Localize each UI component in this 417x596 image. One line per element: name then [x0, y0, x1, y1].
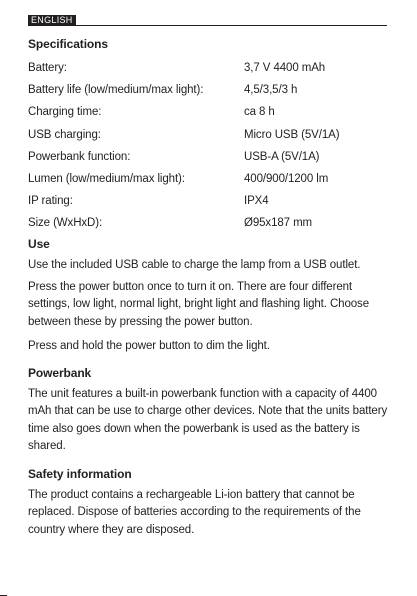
spec-value: 4,5/3,5/3 h [244, 84, 298, 97]
safety-paragraph: The product contains a rechargeable Li-ion battery that cannot be replaced. Dispose of batteries according to the requirements of the country where they are disposed. [28, 489, 361, 536]
manual-page-content [28, 36, 390, 539]
specifications-table [28, 57, 390, 235]
spec-label: Lumen (low/medium/max light): [28, 172, 185, 185]
spec-row [28, 190, 390, 212]
spec-value: 3,7 V 4400 mAh [244, 62, 326, 74]
language-tag: ENGLISH [28, 15, 76, 26]
spec-value: 400/900/1200 lm [244, 172, 329, 185]
safety-heading: Safety information [28, 467, 132, 482]
spec-label: Battery: [28, 62, 67, 74]
spec-row [28, 101, 390, 123]
spec-value: USB-A (5V/1A) [244, 150, 320, 163]
spec-label: Powerbank function: [28, 150, 131, 163]
spec-row [28, 57, 390, 79]
spec-label: USB charging: [28, 128, 101, 141]
use-paragraph-charge: Use the included USB cable to charge the lamp from a USB outlet. [28, 258, 361, 271]
spec-row [28, 146, 390, 168]
spec-value: IPX4 [244, 195, 269, 208]
spec-row [28, 124, 390, 146]
spec-row [28, 79, 390, 101]
spec-label: Charging time: [28, 106, 102, 119]
powerbank-heading: Powerbank [28, 366, 92, 380]
use-paragraph-settings: Press the power button once to turn it on. There are four different settings, low light, normal light, bright light and flashing light. Choose between these by pressing the power button. [28, 280, 369, 328]
use-paragraph-dim: Press and hold the power button to dim the light. [28, 340, 270, 352]
spec-label: IP rating: [28, 195, 73, 208]
spec-value: Micro USB (5V/1A) [244, 128, 340, 141]
powerbank-paragraph: The unit features a built-in powerbank function with a capacity of 4400 mAh that can be use to charge other devices. Note that the units battery time also goes down when the powerbank is used as the battery is shared. [28, 388, 388, 452]
spec-value: Ø95x187 mm [244, 217, 313, 230]
use-heading: Use [28, 236, 50, 251]
spec-row [28, 168, 390, 190]
spec-label: Battery life (low/medium/max light): [28, 84, 204, 97]
spec-value: ca 8 h [244, 106, 275, 119]
header-rule [28, 25, 387, 26]
spec-row [28, 212, 390, 234]
specifications-heading: Specifications [28, 37, 108, 51]
spec-label: Size (WxHxD): [28, 217, 103, 230]
